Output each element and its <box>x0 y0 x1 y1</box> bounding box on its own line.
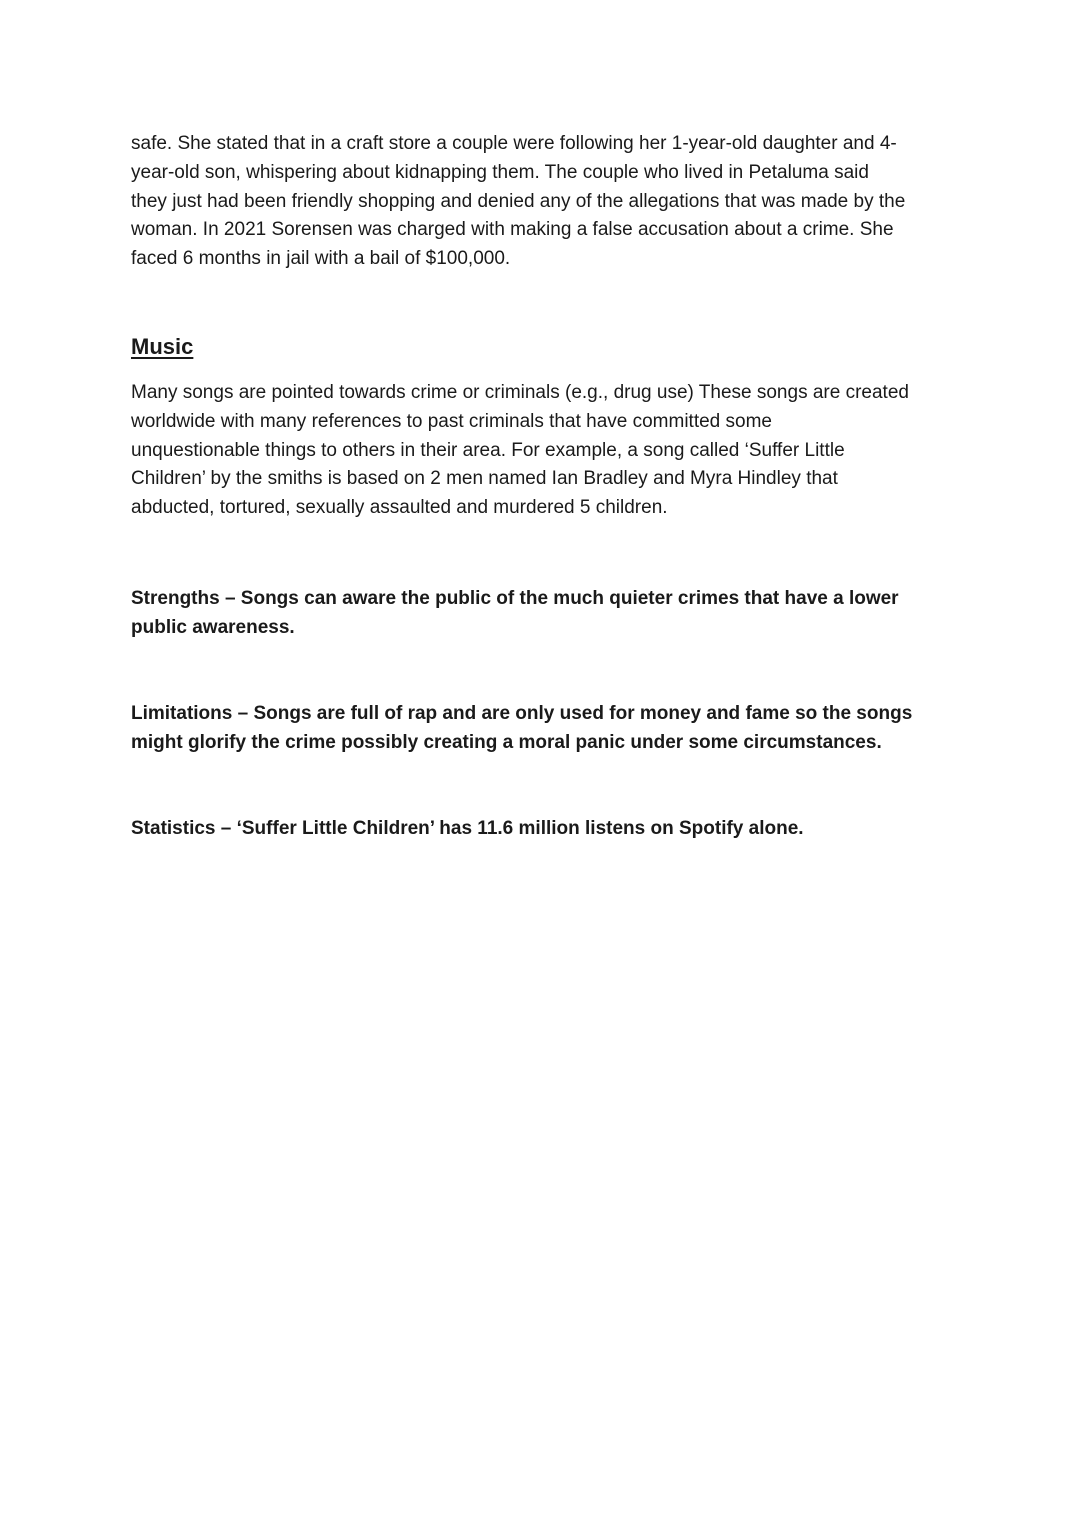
intro-paragraph <box>131 130 961 274</box>
limitations-paragraph <box>131 700 961 758</box>
intro-line: faced 6 months in jail with a bail of $100,000. <box>131 248 511 270</box>
music-paragraph <box>131 379 961 523</box>
music-line: Children’ by the smiths is based on 2 men named Ian Bradley and Myra Hindley that <box>131 468 838 490</box>
strengths-paragraph <box>131 585 961 643</box>
music-line: unquestionable things to others in their area. For example, a song called ‘Suffer Little <box>131 439 845 461</box>
statistics-line: Statistics – ‘Suffer Little Children’ has 11.6 million listens on Spotify alone. <box>131 818 804 839</box>
intro-line: they just had been friendly shopping and denied any of the allegations that was made by the <box>131 190 906 212</box>
strengths-line: public awareness. <box>131 616 295 638</box>
strengths-line: Strengths – Songs can aware the public of the much quieter crimes that have a lower <box>131 588 899 609</box>
limitations-line: Limitations – Songs are full of rap and are only used for money and fame so the songs <box>131 703 913 724</box>
intro-line: year-old son, whispering about kidnapping them. The couple who lived in Petaluma said <box>131 161 869 183</box>
music-line: abducted, tortured, sexually assaulted and murdered 5 children. <box>131 497 668 519</box>
intro-line: safe. She stated that in a craft store a couple were following her 1-year-old daughter and 4- <box>131 133 897 154</box>
statistics-paragraph <box>131 815 961 844</box>
music-heading: Music <box>131 334 194 359</box>
music-line: worldwide with many references to past criminals that have committed some <box>131 410 772 432</box>
limitations-line: might glorify the crime possibly creating a moral panic under some circumstances. <box>131 731 882 753</box>
music-line: Many songs are pointed towards crime or criminals (e.g., drug use) These songs are created <box>131 382 909 403</box>
intro-line: woman. In 2021 Sorensen was charged with making a false accusation about a crime. She <box>131 219 894 241</box>
